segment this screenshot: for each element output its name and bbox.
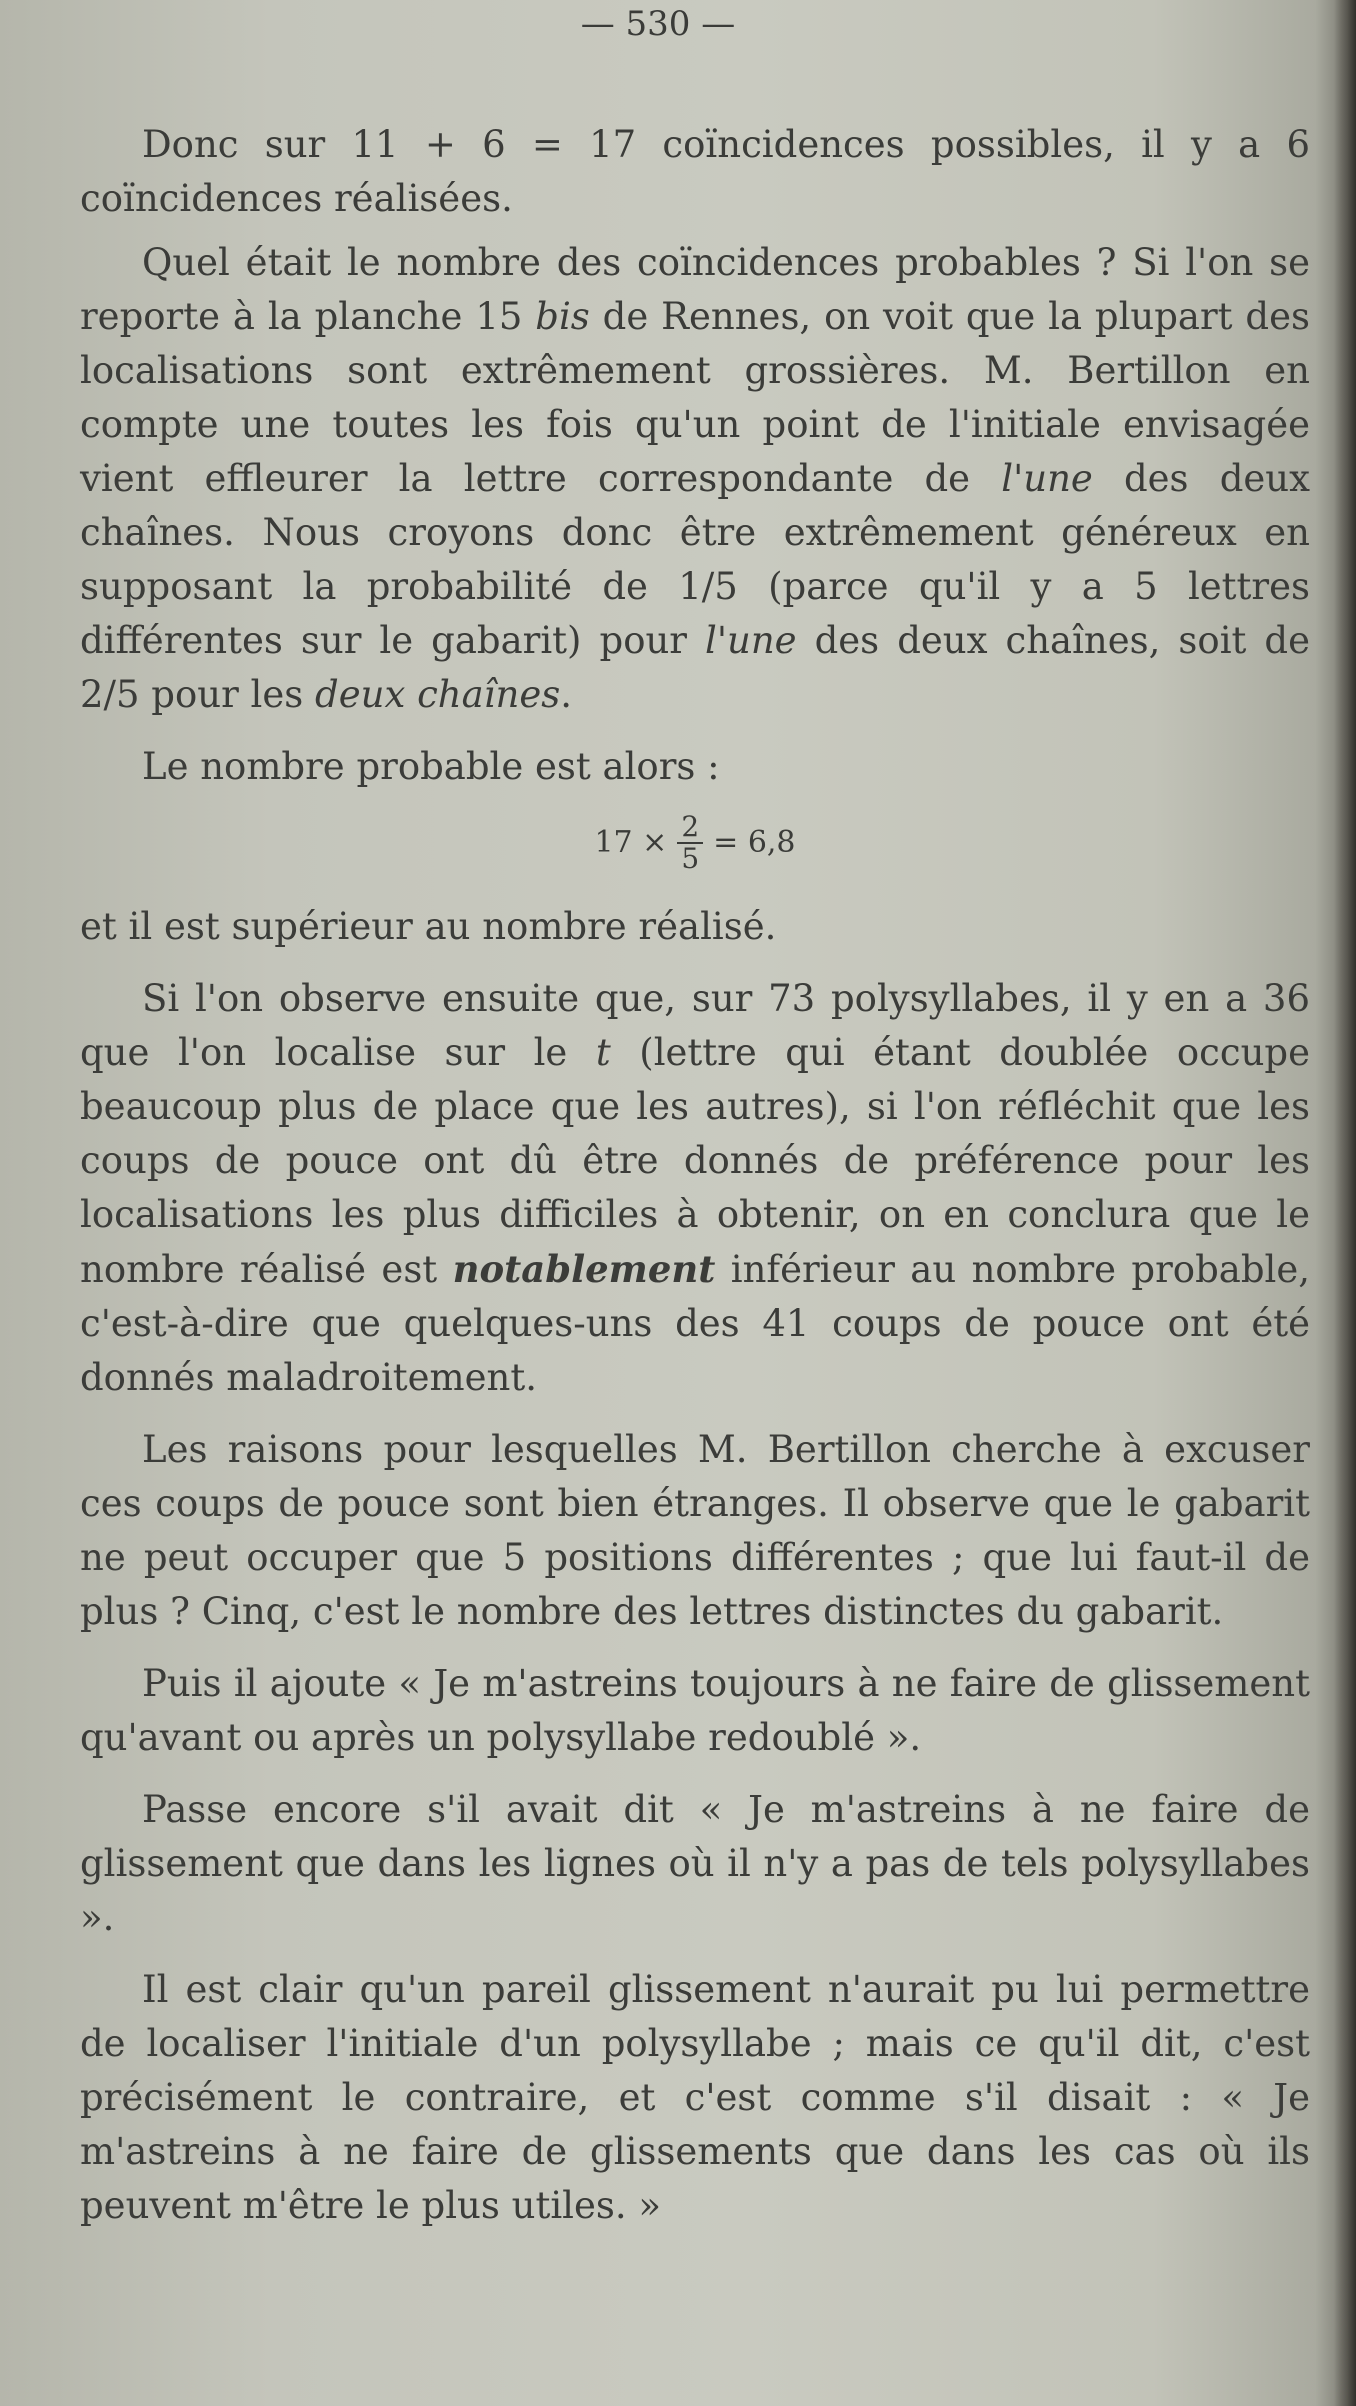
paragraph-probable-number: Le nombre probable est alors : (142, 745, 720, 788)
formula-fraction (677, 812, 703, 874)
text-segment: des deux chaînes, soit de 2/5 pour les (80, 619, 1311, 716)
page-body (80, 118, 1310, 2251)
page-number: — 530 — (580, 4, 736, 44)
text-segment: des deux chaînes. Nous croyons donc être extrêmement généreux en supposant la probabilité de 1/5 (parce qu'il y a 5 lettres différentes sur le gabarit) pour (80, 457, 1310, 662)
paragraph-reasons: Les raisons pour lesquelles M. Bertillon cherche à excuser ces coups de pouce sont bien étranges. Il observe que le gabarit ne peut occuper que 5 positions différentes ; que lui faut-il de plus ? Cinq, c'est le nombre des lettres distinctes du gabarit. (80, 1428, 1310, 1633)
italic-une: l'une (705, 619, 797, 662)
formula-right: = 6,8 (713, 825, 796, 860)
paragraph-passe-encore: Passe encore s'il avait dit « Je m'astreins à ne faire de glissement que dans les lignes où il n'y a pas de tels polysyllabes ». (80, 1788, 1310, 1939)
italic-une: l'une (1001, 457, 1093, 500)
fraction-denominator: 5 (681, 842, 700, 875)
formula-left: 17 × (594, 825, 668, 860)
fraction-numerator: 2 (677, 812, 703, 844)
text-segment: (lettre qui étant doublée occupe beaucoup plus de place que les autres), si l'on réfléchit que les coups de pouce ont dû être donnés de préférence pour les localisations les plus difficiles à obtenir, on en conclura que le nombre réalisé est (80, 1031, 1310, 1291)
paragraph-conclusion: Il est clair qu'un pareil glissement n'aurait pu lui permettre de localiser l'initiale d'un polysyllabe ; mais ce qu'il dit, c'est précisément le contraire, et c'est comme s'il disait : « Je m'astreins à ne faire de glissements que dans les cas où ils peuvent m'être le plus utiles. » (80, 1968, 1310, 2227)
emphasis-notablement: notablement (452, 1247, 716, 1291)
text-segment: Quel était le nombre des coïncidences probables ? Si l'on se reporte à la planche 15 (80, 241, 1310, 338)
book-spine-shadow (1334, 0, 1356, 2406)
italic-deux-chaines: deux chaînes (315, 673, 561, 716)
formula (80, 812, 1310, 874)
text-segment: Si l'on observe ensuite que, sur 73 polysyllabes, il y en a 36 que l'on localise sur le (80, 977, 1310, 1074)
paragraph-quote-ajoute: Puis il ajoute « Je m'astreins toujours à ne faire de glissement qu'avant ou après un polysyllabe redoublé ». (80, 1662, 1310, 1759)
paragraph-polysyllables (80, 972, 1310, 1405)
text-segment: de Rennes, on voit que la plupart des localisations sont extrêmement grossières. M. Bertillon en compte une toutes les fois qu'un point de l'initiale envisagée vient effleurer la lettre correspondante de (80, 295, 1310, 500)
italic-t: t (595, 1031, 611, 1074)
text-segment: . (560, 673, 572, 716)
paragraph-superior: et il est supérieur au nombre réalisé. (80, 905, 777, 948)
italic-bis: bis (535, 295, 590, 338)
paragraph-coincidences: Donc sur 11 + 6 = 17 coïncidences possibles, il y a 6 coïncidences réalisées. (80, 123, 1310, 220)
paragraph-probable-coincidences (80, 236, 1310, 722)
text-segment: inférieur au nombre probable, c'est-à-dire que quelques-uns des 41 coups de pouce ont été donnés maladroitement. (80, 1248, 1310, 1399)
